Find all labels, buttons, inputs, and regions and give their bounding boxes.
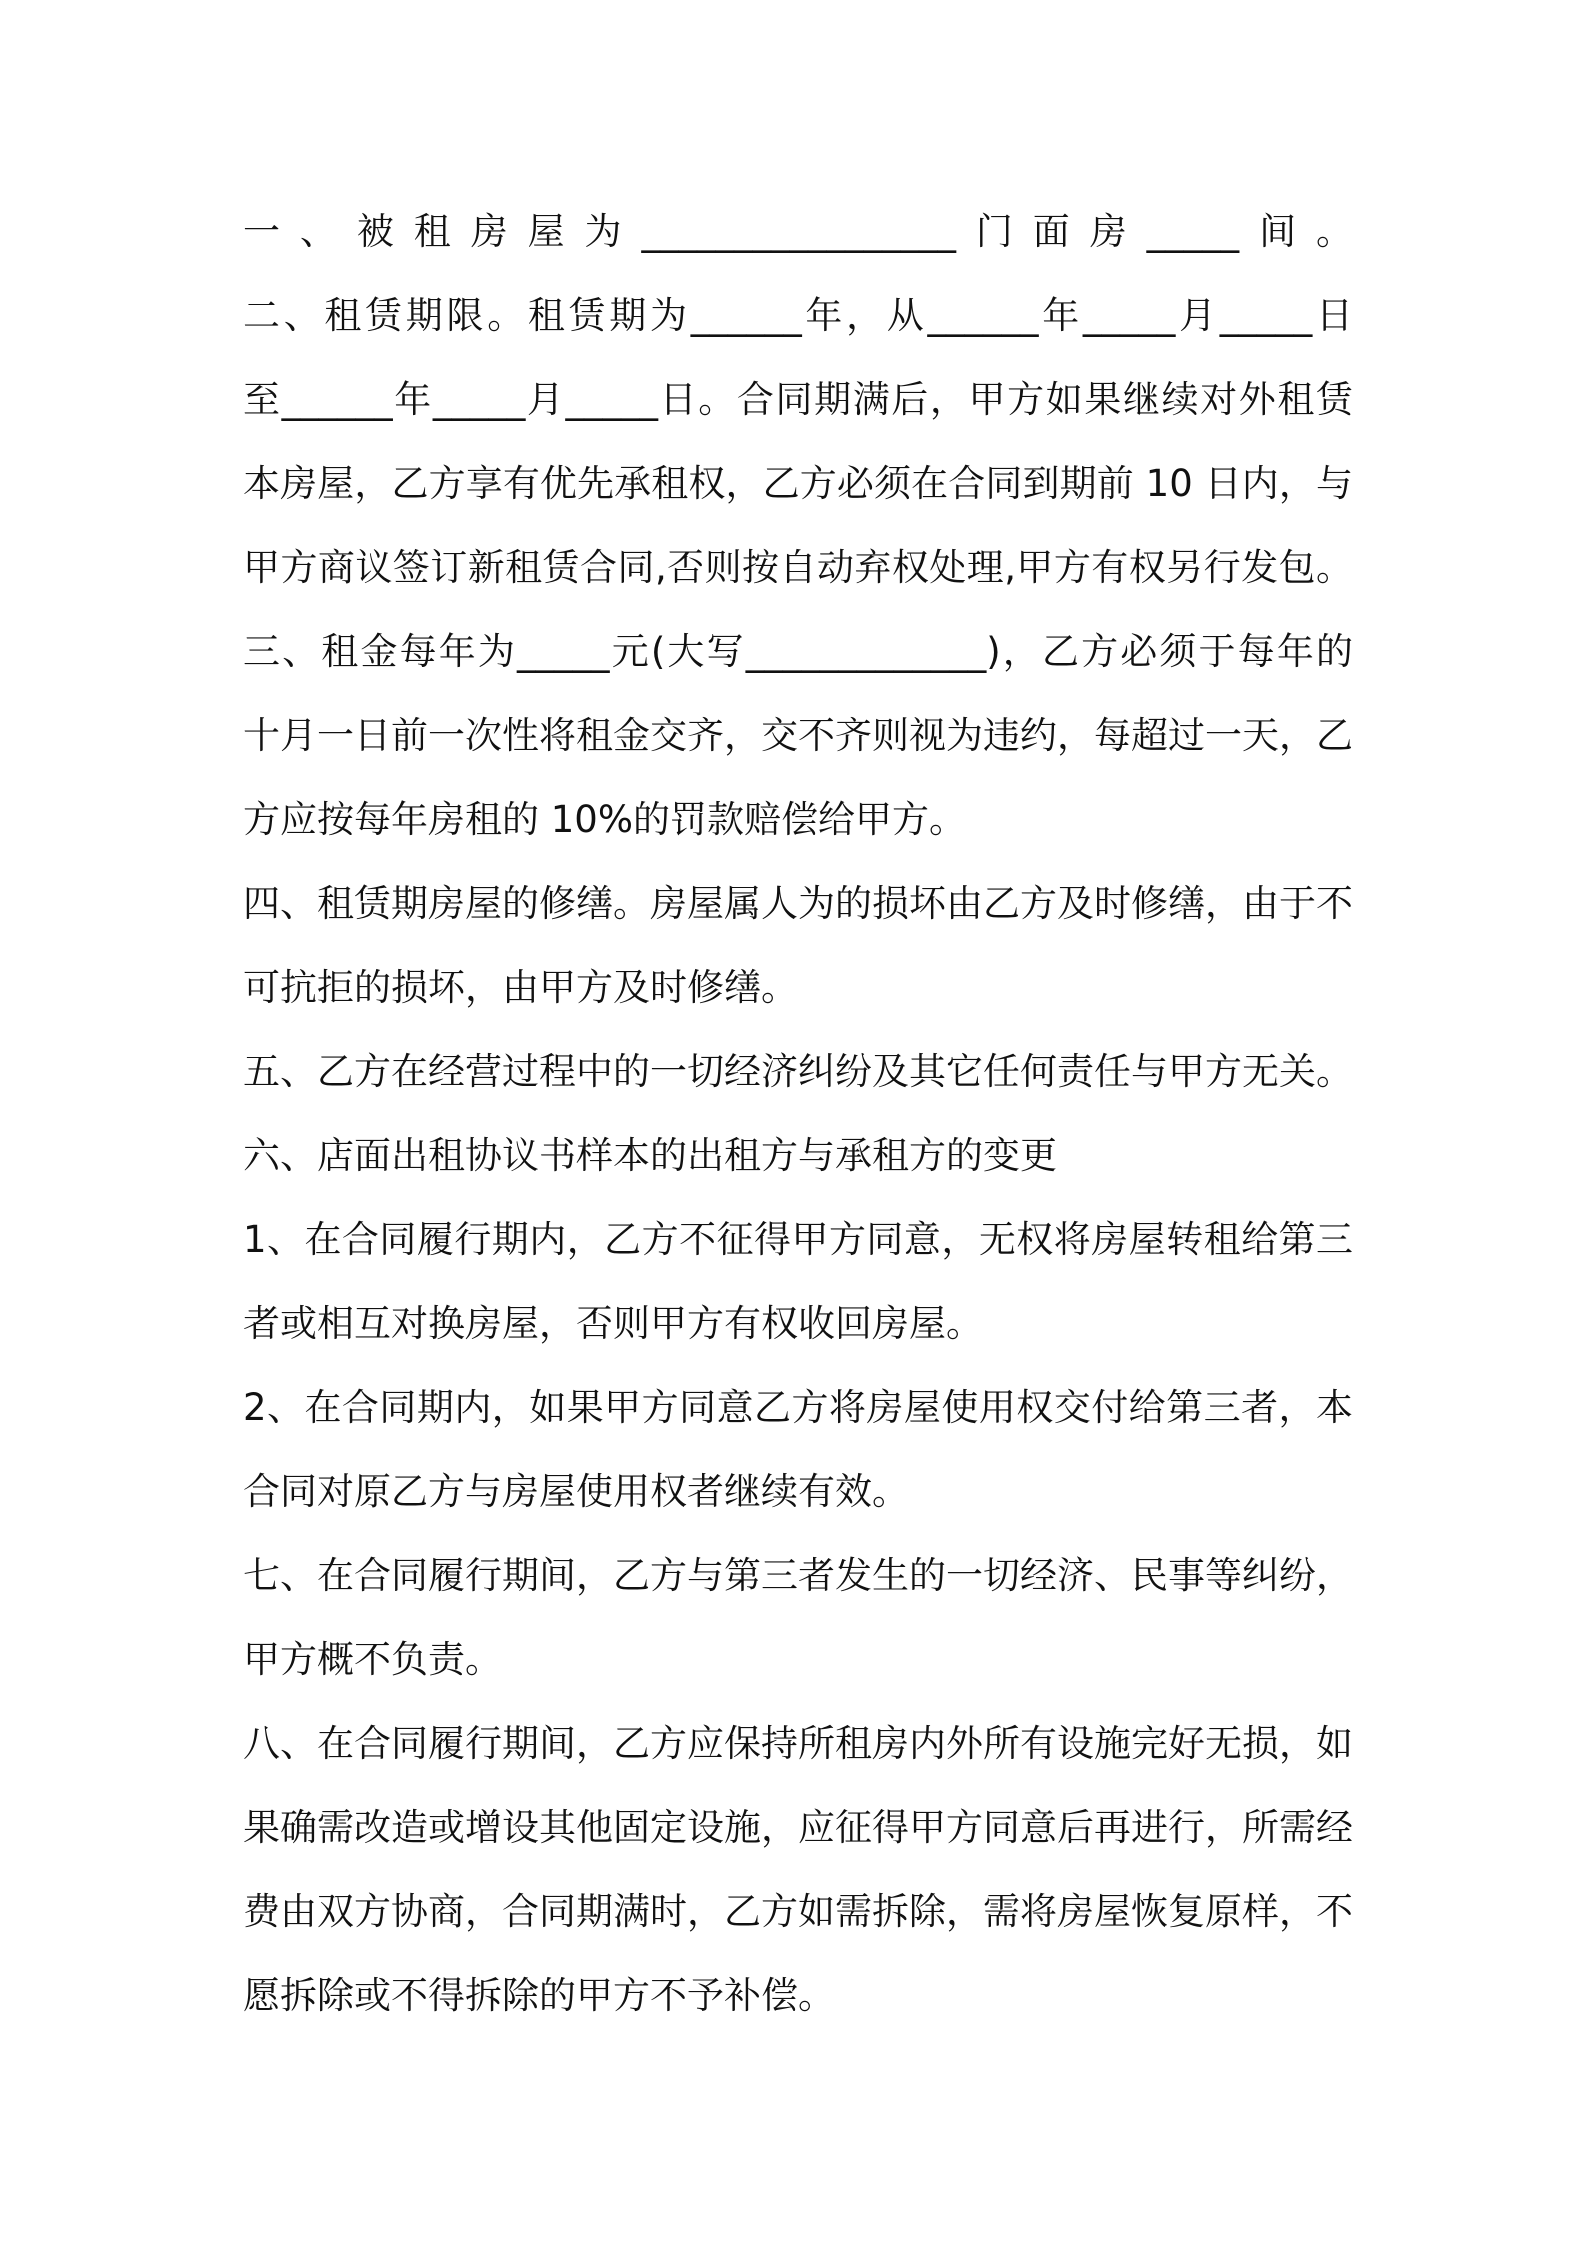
clause-4-line-2: 可抗拒的损坏，由甲方及时修缮。: [243, 966, 798, 1009]
clause-8-line-1: 八、在合同履行期间，乙方应保持所租房内外所有设施完好无损，如: [243, 1722, 1353, 1765]
clause-7-line-1: 七、在合同履行期间，乙方与第三者发生的一切经济、民事等纠纷，: [243, 1554, 1353, 1597]
clause-6-1-line-2: 者或相互对换房屋，否则甲方有权收回房屋。: [243, 1302, 983, 1345]
clause-1-line-1: 一、被租房屋为_________________门面房_____间。: [243, 210, 1353, 253]
clause-8-line-2: 果确需改造或增设其他固定设施，应征得甲方同意后再进行，所需经: [243, 1806, 1353, 1849]
clause-2-line-4: 甲方商议签订新租赁合同,否则按自动弃权处理,甲方有权另行发包。: [243, 546, 1353, 589]
clause-2-line-3: 本房屋，乙方享有优先承租权，乙方必须在合同到期前 10 日内，与: [243, 462, 1353, 505]
clause-4-line-1: 四、租赁期房屋的修缮。房屋属人为的损坏由乙方及时修缮，由于不: [243, 882, 1353, 925]
clause-7-line-2: 甲方概不负责。: [243, 1638, 502, 1681]
clause-3-line-2: 十月一日前一次性将租金交齐，交不齐则视为违约，每超过一天，乙: [243, 714, 1353, 757]
clause-2-line-1: 二、租赁期限。租赁期为______年，从______年_____月_____日: [243, 294, 1353, 337]
contract-body: [243, 190, 1353, 2038]
clause-6-2-line-1: 2、在合同期内，如果甲方同意乙方将房屋使用权交付给第三者，本: [243, 1386, 1353, 1429]
clause-6-2-line-2: 合同对原乙方与房屋使用权者继续有效。: [243, 1470, 909, 1513]
clause-3-line-3: 方应按每年房租的 10%的罚款赔偿给甲方。: [243, 798, 966, 841]
clause-8-line-4: 愿拆除或不得拆除的甲方不予补偿。: [243, 1974, 835, 2017]
clause-8-line-3: 费由双方协商，合同期满时，乙方如需拆除，需将房屋恢复原样，不: [243, 1890, 1353, 1933]
clause-6-1-line-1: 1、在合同履行期内，乙方不征得甲方同意，无权将房屋转租给第三: [243, 1218, 1353, 1261]
clause-5-line-1: 五、乙方在经营过程中的一切经济纠纷及其它任何责任与甲方无关。: [243, 1050, 1353, 1093]
clause-3-line-1: 三、租金每年为_____元(大写_____________)，乙方必须于每年的: [243, 630, 1353, 673]
clause-6-heading: 六、店面出租协议书样本的出租方与承租方的变更: [243, 1134, 1057, 1177]
clause-2-line-2: 至______年_____月_____日。合同期满后，甲方如果继续对外租赁: [243, 378, 1353, 421]
